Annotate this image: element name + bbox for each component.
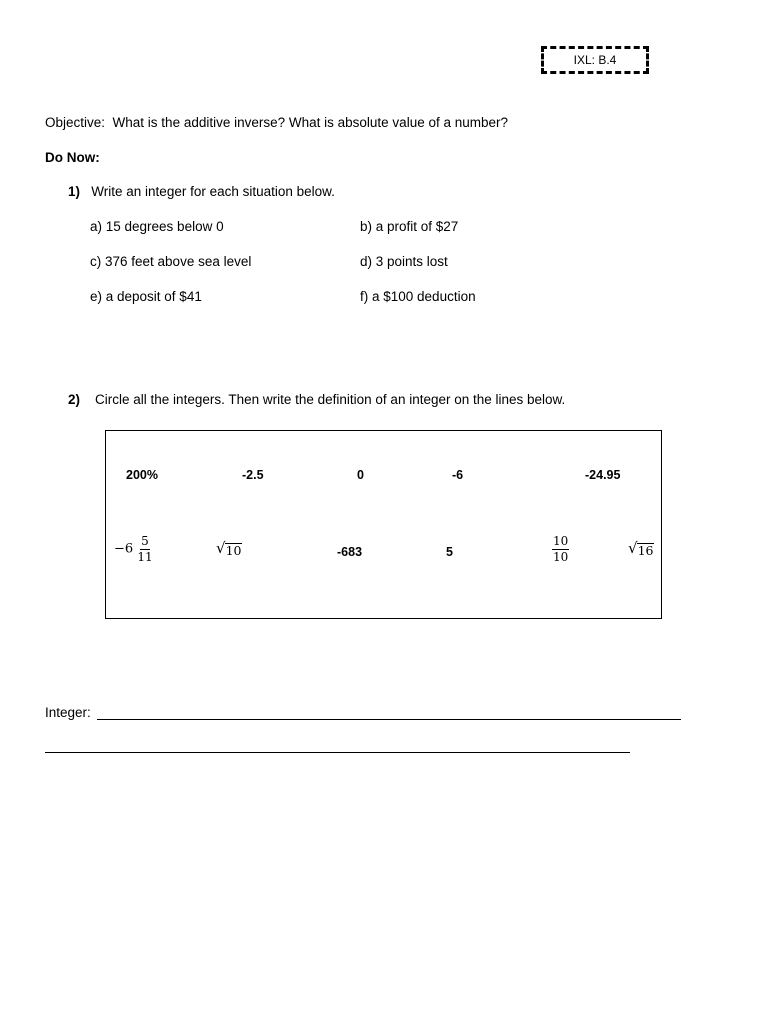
number-neg-2-5[interactable]: -2.5 [242,468,264,482]
objective-label: Objective: [45,115,106,130]
question-2-prompt: Circle all the integers. Then write the definition of an integer on the lines below. [95,392,566,407]
number-sqrt-16[interactable] [628,541,654,558]
question-2 [68,392,565,407]
mixed-denominator: 11 [137,549,153,564]
question-1-prompt: Write an integer for each situation below. [91,184,335,199]
question-2-number: 2) [68,392,81,407]
question-1 [68,184,335,199]
mixed-numerator: 5 [141,534,149,548]
number-five[interactable]: 5 [446,545,453,559]
number-sqrt-10[interactable] [216,541,242,558]
radical-icon: √ [628,539,638,557]
number-mixed-fraction[interactable] [114,535,153,563]
integer-answer-line-1[interactable] [97,719,681,720]
integer-answer-line-2[interactable] [45,752,630,753]
q1-item-f: f) a $100 deduction [360,289,476,304]
sqrt-16-radicand: 16 [637,543,654,558]
question-1-number: 1) [68,184,81,199]
objective-text: What is the additive inverse? What is absolute value of a number? [112,115,509,130]
number-200-percent[interactable]: 200% [126,468,158,482]
objective-line [45,115,508,130]
q1-item-a: a) 15 degrees below 0 [90,219,224,234]
q1-item-c: c) 376 feet above sea level [90,254,252,269]
radical-icon: √ [216,539,226,557]
fraction-numerator: 10 [553,534,569,548]
ixl-code-box [541,46,649,74]
number-neg-683[interactable]: -683 [337,545,363,559]
number-neg-24-95[interactable]: -24.95 [585,468,621,482]
q1-item-d: d) 3 points lost [360,254,448,269]
ixl-label: IXL: B.4 [573,53,617,67]
number-zero[interactable]: 0 [357,468,364,482]
q1-item-e: e) a deposit of $41 [90,289,202,304]
fraction-denominator: 10 [553,549,569,564]
mixed-fraction-part [137,535,152,563]
number-neg-6[interactable]: -6 [452,468,464,482]
mixed-whole: −6 [114,541,134,557]
numbers-box [105,430,662,619]
do-now-label: Do Now: [45,150,100,165]
sqrt-10-radicand: 10 [225,543,242,558]
q1-item-b: b) a profit of $27 [360,219,459,234]
integer-label: Integer: [45,705,91,720]
number-fraction-10-10[interactable] [552,535,569,563]
